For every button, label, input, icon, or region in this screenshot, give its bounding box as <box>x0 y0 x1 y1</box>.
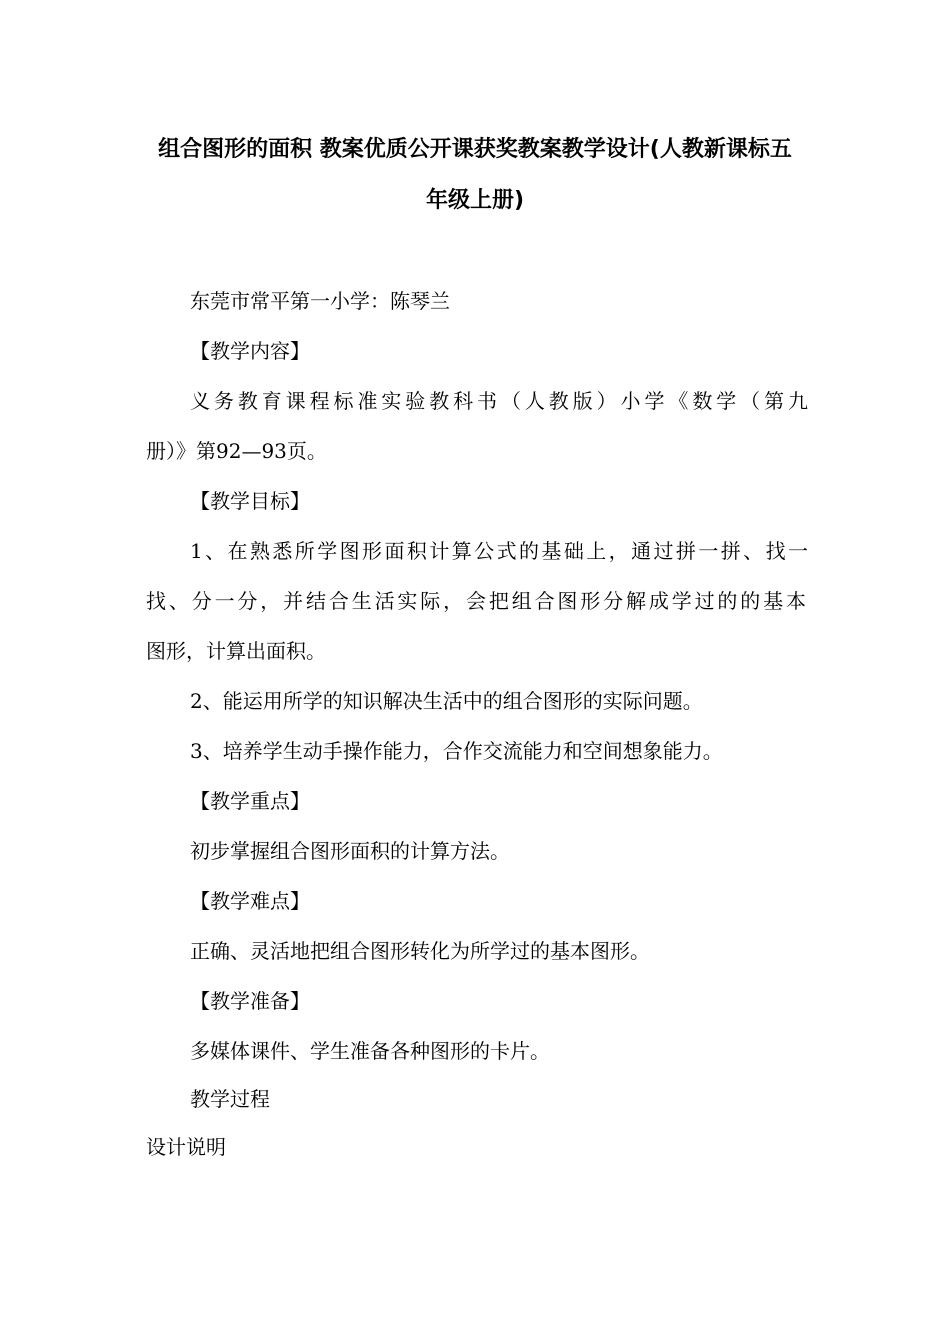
content-heading: 【教学内容】 <box>190 339 310 363</box>
goal-3: 3、培养学生动手操作能力，合作交流能力和空间想象能力。 <box>190 739 723 763</box>
goal-2: 2、能运用所学的知识解决生活中的组合图形的实际问题。 <box>190 689 703 713</box>
key-heading: 【教学重点】 <box>190 789 310 813</box>
document-title-line-2: 年级上册) <box>425 188 525 213</box>
content-text-line-2: 册）》第92—93页。 <box>146 439 327 463</box>
difficulty-heading: 【教学难点】 <box>190 889 310 913</box>
difficulty-text: 正确、灵活地把组合图形转化为所学过的基本图形。 <box>190 939 650 963</box>
design-note: 设计说明 <box>146 1135 226 1159</box>
goals-heading: 【教学目标】 <box>190 489 310 513</box>
prep-heading: 【教学准备】 <box>190 989 310 1013</box>
author-line: 东莞市常平第一小学：陈琴兰 <box>190 289 450 313</box>
goal-1-line-1: 1、在熟悉所学图形面积计算公式的基础上，通过拼一拼、找一 <box>190 539 808 563</box>
process-heading: 教学过程 <box>190 1087 270 1111</box>
document-title-line-1: 组合图形的面积 教案优质公开课获奖教案教学设计(人教新课标五 <box>158 137 792 162</box>
goal-1-line-3: 图形，计算出面积。 <box>146 639 326 663</box>
content-text-line-1: 义务教育课程标准实验教科书（人教版）小学《数学（第九 <box>190 389 808 413</box>
key-text: 初步掌握组合图形面积的计算方法。 <box>190 839 510 863</box>
goal-1-line-2: 找、分一分，并结合生活实际，会把组合图形分解成学过的的基本 <box>146 589 806 613</box>
prep-text: 多媒体课件、学生准备各种图形的卡片。 <box>190 1039 550 1063</box>
